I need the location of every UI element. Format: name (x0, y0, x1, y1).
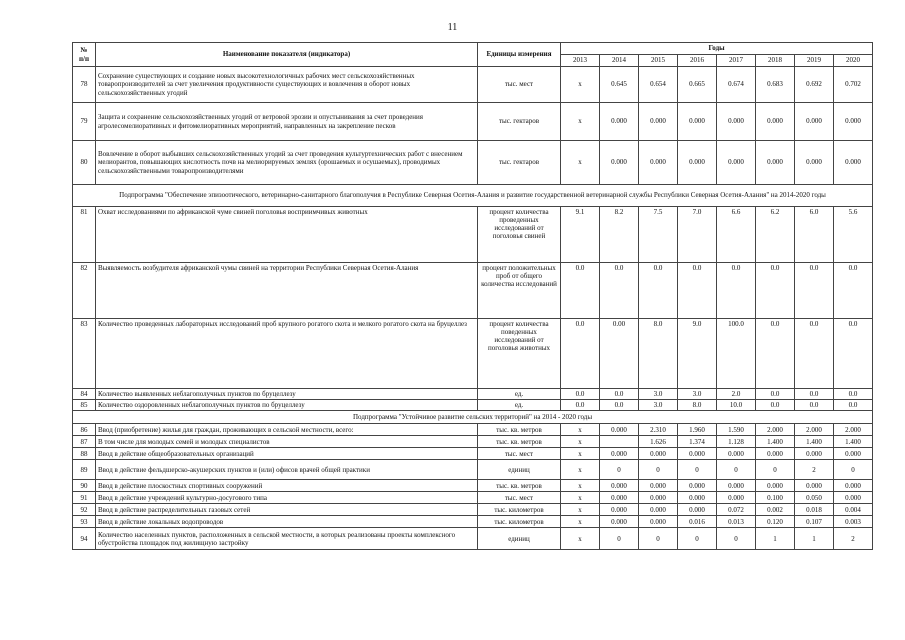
value-cell: 1.960 (678, 424, 717, 436)
unit-cell: тыс. мест (478, 448, 561, 460)
value-cell: 0 (639, 528, 678, 550)
value-cell: 0.0 (795, 389, 834, 400)
header-year: 2015 (639, 55, 678, 67)
value-cell: 0.692 (795, 67, 834, 103)
value-cell: 0.000 (600, 480, 639, 492)
unit-cell: единиц (478, 528, 561, 550)
table-row (73, 460, 873, 480)
table-row (73, 319, 873, 389)
indicator-name: Ввод в действие общеобразовательных организаций (96, 448, 478, 460)
value-cell: x (561, 141, 600, 185)
value-cell: 0.107 (795, 516, 834, 528)
indicator-name: Ввод в действие учреждений культурно-досугового типа (96, 492, 478, 504)
value-cell: 0.00 (600, 319, 639, 389)
row-number: 84 (73, 389, 96, 400)
value-cell: 2.000 (834, 424, 873, 436)
value-cell: 0.000 (639, 492, 678, 504)
value-cell: 0.120 (756, 516, 795, 528)
table-row (73, 141, 873, 185)
value-cell: 0 (600, 528, 639, 550)
table-row (73, 400, 873, 411)
value-cell: 6.6 (717, 207, 756, 263)
table-row (73, 504, 873, 516)
value-cell: x (561, 460, 600, 480)
value-cell: 0.645 (600, 67, 639, 103)
value-cell: 2.000 (795, 424, 834, 436)
indicator-name: Ввод в действие плоскостных спортивных сооружений (96, 480, 478, 492)
value-cell: 0.0 (834, 389, 873, 400)
value-cell: 8.0 (639, 319, 678, 389)
value-cell: 0.000 (678, 504, 717, 516)
value-cell: 0.000 (600, 516, 639, 528)
unit-cell: тыс. километров (478, 516, 561, 528)
value-cell: 0.0 (795, 319, 834, 389)
header-year: 2016 (678, 55, 717, 67)
row-number: 88 (73, 448, 96, 460)
subprogram-row (73, 411, 873, 424)
value-cell: 0.000 (834, 492, 873, 504)
value-cell: 0.000 (756, 103, 795, 141)
value-cell: 1.590 (717, 424, 756, 436)
value-cell: 0.000 (834, 448, 873, 460)
value-cell: 0.0 (561, 319, 600, 389)
table-row (73, 67, 873, 103)
value-cell: 0.000 (717, 141, 756, 185)
value-cell: 0.0 (561, 389, 600, 400)
value-cell: 0.683 (756, 67, 795, 103)
page-number: 11 (447, 22, 458, 33)
value-cell: 0.0 (600, 400, 639, 411)
indicator-name: В том числе для молодых семей и молодых специалистов (96, 436, 478, 448)
value-cell: 0.000 (756, 448, 795, 460)
value-cell: 8.0 (678, 400, 717, 411)
unit-cell: процент положительных проб от общего количества исследований (478, 263, 561, 319)
indicator-name: Ввод в действие локальных водопроводов (96, 516, 478, 528)
row-number: 85 (73, 400, 96, 411)
value-cell: 0.000 (795, 480, 834, 492)
value-cell: 0.013 (717, 516, 756, 528)
value-cell: 0.0 (834, 319, 873, 389)
table-row (73, 480, 873, 492)
indicator-name: Количество проведенных лабораторных исследований проб крупного рогатого скота и мелкого рогатого скота на бруцеллез (96, 319, 478, 389)
value-cell: 0.018 (795, 504, 834, 516)
indicator-name: Ввод (приобретение) жилья для граждан, проживающих в сельской местности, всего: (96, 424, 478, 436)
value-cell: 1 (756, 528, 795, 550)
value-cell: 0 (756, 460, 795, 480)
indicator-name: Количество оздоровленных неблагополучных пунктов по бруцеллезу (96, 400, 478, 411)
value-cell: x (561, 504, 600, 516)
value-cell: 0.000 (639, 480, 678, 492)
unit-cell: процент количества поведенных исследований от поголовья животных (478, 319, 561, 389)
header-name: Наименование показателя (индикатора) (96, 43, 478, 67)
header-years-title: Годы (561, 43, 873, 55)
value-cell: 0.000 (600, 492, 639, 504)
value-cell: 0.0 (834, 263, 873, 319)
value-cell: x (561, 448, 600, 460)
value-cell: 1.374 (678, 436, 717, 448)
header-year: 2017 (717, 55, 756, 67)
value-cell: 6.2 (756, 207, 795, 263)
unit-cell: тыс. километров (478, 504, 561, 516)
value-cell: x (561, 103, 600, 141)
value-cell: x (561, 67, 600, 103)
value-cell: 0.0 (561, 263, 600, 319)
value-cell: 0.0 (756, 319, 795, 389)
value-cell: 0.002 (756, 504, 795, 516)
indicator-name: Количество выявленных неблагополучных пунктов по бруцеллезу (96, 389, 478, 400)
indicator-name: Количество населенных пунктов, расположенных в сельской местности, в которых реализованы проекты комплексного обустройства площадок под жилищную застройку (96, 528, 478, 550)
value-cell: 0.0 (600, 389, 639, 400)
value-cell: 0.000 (834, 141, 873, 185)
value-cell: 0.000 (639, 448, 678, 460)
value-cell: 0.674 (717, 67, 756, 103)
indicator-name: Выявляемость возбудителя африканской чумы свиней на территории Республики Северная Осетия-Алания (96, 263, 478, 319)
row-number: 90 (73, 480, 96, 492)
row-number: 87 (73, 436, 96, 448)
value-cell: 0.000 (717, 103, 756, 141)
table-row (73, 207, 873, 263)
row-number: 89 (73, 460, 96, 480)
value-cell: 7.5 (639, 207, 678, 263)
value-cell: 0.665 (678, 67, 717, 103)
header-year: 2020 (834, 55, 873, 67)
value-cell: 1.400 (834, 436, 873, 448)
value-cell: 3.0 (678, 389, 717, 400)
value-cell: 0.000 (678, 141, 717, 185)
row-number: 94 (73, 528, 96, 550)
value-cell: 6.0 (795, 207, 834, 263)
header-num: № п/п (73, 43, 96, 67)
value-cell: x (561, 480, 600, 492)
value-cell: x (561, 436, 600, 448)
value-cell: 0.0 (756, 263, 795, 319)
value-cell: 0.000 (795, 103, 834, 141)
value-cell: 3.0 (639, 389, 678, 400)
value-cell (600, 436, 639, 448)
value-cell: 1.128 (717, 436, 756, 448)
value-cell: 0.000 (678, 448, 717, 460)
value-cell: 0.000 (678, 492, 717, 504)
header-year: 2018 (756, 55, 795, 67)
value-cell: 1 (795, 528, 834, 550)
subprogram-title: Подпрограмма "Устойчивое развитие сельских территорий" на 2014 - 2020 годы (73, 411, 873, 424)
value-cell: 0.000 (717, 448, 756, 460)
value-cell: 0.0 (795, 263, 834, 319)
value-cell: 0.000 (639, 516, 678, 528)
value-cell: 0.0 (678, 263, 717, 319)
unit-cell: тыс. мест (478, 67, 561, 103)
value-cell: 0.000 (678, 103, 717, 141)
value-cell: 0 (678, 528, 717, 550)
unit-cell: тыс. гектаров (478, 103, 561, 141)
value-cell: 0.654 (639, 67, 678, 103)
header-unit: Единицы измерения (478, 43, 561, 67)
value-cell: 1.400 (756, 436, 795, 448)
value-cell: 0.016 (678, 516, 717, 528)
value-cell: 0.000 (600, 424, 639, 436)
header-year: 2014 (600, 55, 639, 67)
value-cell: 5.6 (834, 207, 873, 263)
value-cell: 0.000 (795, 448, 834, 460)
value-cell: 0.0 (561, 400, 600, 411)
value-cell: 0.000 (834, 103, 873, 141)
value-cell: 0.004 (834, 504, 873, 516)
value-cell: 0.0 (600, 263, 639, 319)
value-cell: x (561, 528, 600, 550)
value-cell: 0 (717, 528, 756, 550)
row-number: 93 (73, 516, 96, 528)
value-cell: 0 (639, 460, 678, 480)
indicator-name: Сохранение существующих и создание новых высокотехнологичных рабочих мест сельскохозяйственных товаропроизводителей за счет увеличения продуктивности существующих и вовлечения в оборот новых сельскохозяйственных угодий (96, 67, 478, 103)
value-cell: 2 (795, 460, 834, 480)
value-cell: 0.000 (600, 103, 639, 141)
header-year: 2013 (561, 55, 600, 67)
indicator-name: Ввод в действие фельдшерско-акушерских пунктов и (или) офисов врачей общей практики (96, 460, 478, 480)
value-cell: 2 (834, 528, 873, 550)
row-number: 78 (73, 67, 96, 103)
unit-cell: тыс. гектаров (478, 141, 561, 185)
value-cell: 0.000 (756, 480, 795, 492)
row-number: 86 (73, 424, 96, 436)
value-cell: 0.000 (717, 480, 756, 492)
indicators-table (72, 42, 873, 550)
unit-cell: тыс. кв. метров (478, 424, 561, 436)
value-cell: 0.0 (639, 263, 678, 319)
value-cell: x (561, 516, 600, 528)
value-cell: 9.0 (678, 319, 717, 389)
table-row (73, 389, 873, 400)
value-cell: 2.310 (639, 424, 678, 436)
value-cell: 2.0 (717, 389, 756, 400)
value-cell: 0.000 (795, 141, 834, 185)
value-cell: 2.000 (756, 424, 795, 436)
value-cell: 0 (834, 460, 873, 480)
indicator-name: Защита и сохранение сельскохозяйственных угодий от ветровой эрозии и опустынивания за счет проведения агролесомелиоративных и фитомелиоративных мероприятий, направленных на закрепление песков (96, 103, 478, 141)
value-cell: 0.000 (639, 141, 678, 185)
row-number: 91 (73, 492, 96, 504)
value-cell: 0.0 (756, 389, 795, 400)
table-row (73, 448, 873, 460)
value-cell: 1.626 (639, 436, 678, 448)
unit-cell: тыс. кв. метров (478, 480, 561, 492)
value-cell: 0.702 (834, 67, 873, 103)
value-cell: 0.000 (678, 480, 717, 492)
table-row (73, 516, 873, 528)
indicator-name: Ввод в действие распределительных газовых сетей (96, 504, 478, 516)
unit-cell: тыс. мест (478, 492, 561, 504)
value-cell: 0.072 (717, 504, 756, 516)
value-cell: 8.2 (600, 207, 639, 263)
header-year: 2019 (795, 55, 834, 67)
value-cell: 1.400 (795, 436, 834, 448)
unit-cell: тыс. кв. метров (478, 436, 561, 448)
unit-cell: ед. (478, 389, 561, 400)
table-row (73, 424, 873, 436)
value-cell: 9.1 (561, 207, 600, 263)
value-cell: 0.000 (639, 103, 678, 141)
row-number: 79 (73, 103, 96, 141)
value-cell: 0.0 (834, 400, 873, 411)
row-number: 82 (73, 263, 96, 319)
indicator-name: Вовлечение в оборот выбывших сельскохозяйственных угодий за счет проведения культуртехнических работ с внесением мелиорантов, повышающих кислотность почв на мелиорируемых землях (орошаемых и осушаемых), проводимых сельскохозяйственными товаропроизводителями (96, 141, 478, 185)
value-cell: 0.000 (600, 448, 639, 460)
value-cell: x (561, 492, 600, 504)
value-cell: 0.100 (756, 492, 795, 504)
value-cell: 0.0 (756, 400, 795, 411)
unit-cell: процент количества проведенных исследований от поголовья свиней (478, 207, 561, 263)
value-cell: 0 (717, 460, 756, 480)
value-cell: 0 (678, 460, 717, 480)
unit-cell: ед. (478, 400, 561, 411)
value-cell: 0.0 (795, 400, 834, 411)
value-cell: 7.0 (678, 207, 717, 263)
value-cell: x (561, 424, 600, 436)
subprogram-row (73, 185, 873, 207)
value-cell: 0.000 (639, 504, 678, 516)
row-number: 81 (73, 207, 96, 263)
value-cell: 0.050 (795, 492, 834, 504)
unit-cell: единиц (478, 460, 561, 480)
value-cell: 10.0 (717, 400, 756, 411)
value-cell: 0.000 (756, 141, 795, 185)
value-cell: 0.0 (717, 263, 756, 319)
value-cell: 0.000 (600, 504, 639, 516)
value-cell: 0.000 (717, 492, 756, 504)
indicator-name: Охват исследованиями по африканской чуме свиней поголовья восприимчивых животных (96, 207, 478, 263)
row-number: 92 (73, 504, 96, 516)
value-cell: 0.000 (834, 480, 873, 492)
table-row (73, 263, 873, 319)
row-number: 83 (73, 319, 96, 389)
value-cell: 3.0 (639, 400, 678, 411)
table-row (73, 492, 873, 504)
value-cell: 0.003 (834, 516, 873, 528)
table-row (73, 103, 873, 141)
value-cell: 0.000 (600, 141, 639, 185)
row-number: 80 (73, 141, 96, 185)
table-row (73, 436, 873, 448)
value-cell: 0 (600, 460, 639, 480)
subprogram-title: Подпрограмма "Обеспечение эпизоотического, ветеринарно-санитарного благополучия в Республике Северная Осетия-Алания и развитие государственной ветеринарной службы Республики Северная Осетия-Алания" на 2014-2020 годы (73, 185, 873, 207)
table-row (73, 528, 873, 550)
value-cell: 100.0 (717, 319, 756, 389)
